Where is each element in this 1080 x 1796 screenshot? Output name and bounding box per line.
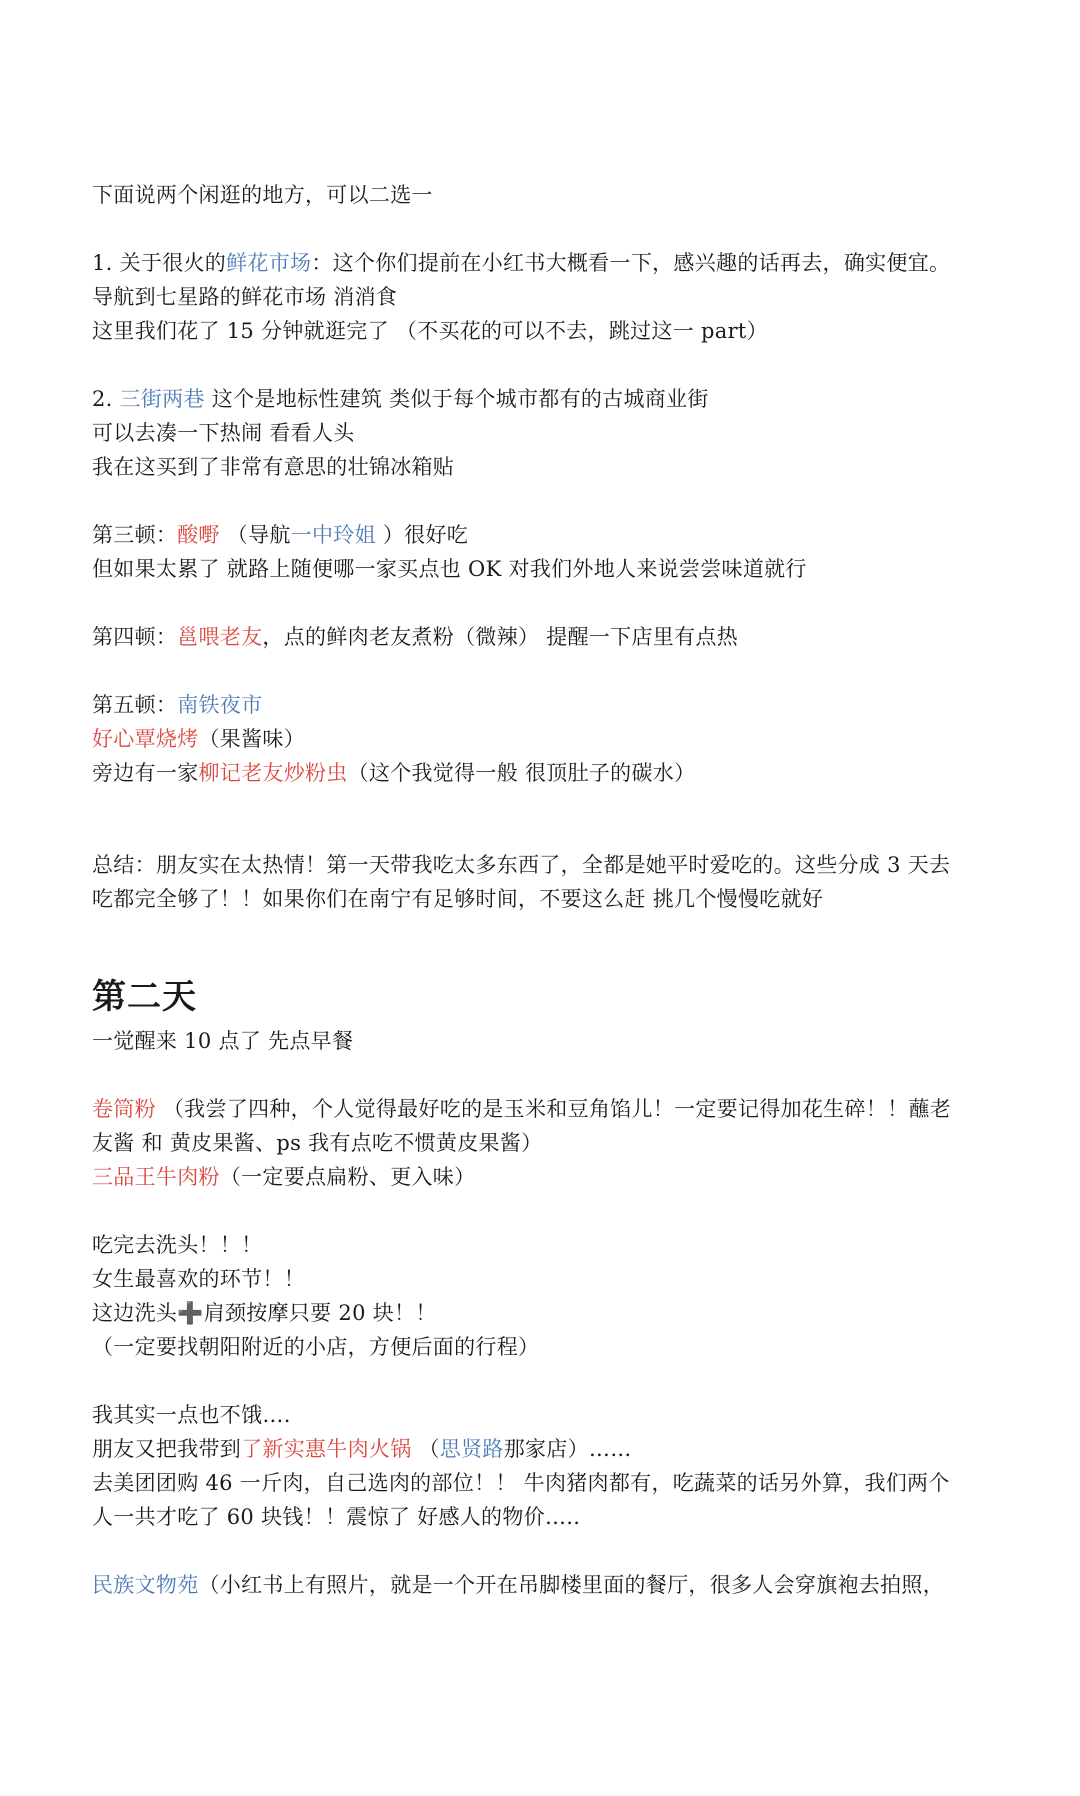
beef-noodle-line: 三品王牛肉粉（一定要点扁粉、更入味） [92, 1165, 476, 1189]
sanjie-liangxiang-link[interactable]: 三街两巷 [119, 387, 205, 411]
sanjie-liangxiang-line: 2. 三街两巷 这个是地标性建筑 类似于每个城市都有的古城商业街 [92, 387, 709, 411]
article-body [92, 178, 1002, 1602]
day-two-intro-line: 一觉醒来 10 点了 先点早餐 [92, 1029, 354, 1053]
sanpinwang-highlight: 三品王牛肉粉 [92, 1165, 220, 1189]
rice-roll-line: 卷筒粉 （我尝了四种，个人觉得最好吃的是玉米和豆角馅儿！一定要记得加花生碎！！蘸老 [92, 1097, 951, 1121]
sixian-road-link[interactable]: 思贤路 [439, 1437, 504, 1461]
haoxin-bbq-highlight: 好心覃烧烤 [92, 727, 199, 751]
third-meal-line: 第三顿：酸嘢 （导航一中玲姐 ）很好吃 [92, 523, 469, 547]
paragraph-intro: 下面说两个闲逛的地方，可以二选一 [92, 183, 433, 207]
suanye-highlight: 酸嘢 [177, 523, 220, 547]
flower-market-time-line: 这里我们花了 15 分钟就逛完了 （不买花的可以不去，跳过这一 part） [92, 319, 768, 343]
hair-wash-line-2: 女生最喜欢的环节！！ [92, 1267, 305, 1291]
summary-line-1: 总结：朋友实在太热情！第一天带我吃太多东西了，全都是她平时爱吃的。这些分成 3 天去 [92, 853, 951, 877]
summary-line-2: 吃都完全够了！！如果你们在南宁有足够时间，不要这么赶 挑几个慢慢吃就好 [92, 887, 824, 911]
fifth-meal-line: 第五顿：南铁夜市 [92, 693, 263, 717]
hair-wash-line-1: 吃完去洗头！！！ [92, 1233, 263, 1257]
flower-market-line: 1. 关于很火的鲜花市场：这个你们提前在小红书大概看一下，感兴趣的话再去，确实便宜。 [92, 251, 951, 275]
fried-noodle-line: 旁边有一家柳记老友炒粉虫（这个我觉得一般 很顶肚子的碳水） [92, 761, 696, 785]
hotpot-line-4: 人一共才吃了 60 块钱！！震惊了 好感人的物价….. [92, 1505, 581, 1529]
ethnic-museum-link[interactable]: 民族文物苑 [92, 1573, 199, 1597]
hotpot-line-2: 朋友又把我带到了新实惠牛肉火锅 （思贤路那家店）…… [92, 1437, 632, 1461]
liuji-noodle-highlight: 柳记老友炒粉虫 [198, 761, 348, 785]
yongwei-laoyou-highlight: 邕喂老友 [177, 625, 263, 649]
bbq-line: 好心覃烧烤（果酱味） [92, 727, 305, 751]
hotpot-line-3: 去美团团购 46 一斤肉，自己选肉的部位！！ 牛肉猪肉都有，吃蔬菜的话另外算，我们两个 [92, 1471, 950, 1495]
sanjie-crowd-line: 可以去凑一下热闹 看看人头 [92, 421, 355, 445]
flower-market-link[interactable]: 鲜花市场 [226, 251, 312, 275]
hotpot-highlight: 了新实惠牛肉火锅 [241, 1437, 412, 1461]
nantie-night-market-link[interactable]: 南铁夜市 [177, 693, 263, 717]
sanjie-magnet-line: 我在这买到了非常有意思的壮锦冰箱贴 [92, 455, 455, 479]
hair-wash-line-3: 这边洗头➕肩颈按摩只要 20 块！！ [92, 1301, 437, 1325]
hair-wash-line-4: （一定要找朝阳附近的小店，方便后面的行程） [92, 1335, 540, 1359]
fourth-meal-line: 第四顿：邕喂老友，点的鲜肉老友煮粉（微辣） 提醒一下店里有点热 [92, 625, 738, 649]
hotpot-line-1: 我其实一点也不饿…. [92, 1403, 291, 1427]
third-meal-note-line: 但如果太累了 就路上随便哪一家买点也 OK 对我们外地人来说尝尝味道就行 [92, 557, 807, 581]
ethnic-museum-line: 民族文物苑（小红书上有照片，就是一个开在吊脚楼里面的餐厅，很多人会穿旗袍去拍照， [92, 1573, 944, 1597]
juantongfen-highlight: 卷筒粉 [92, 1097, 156, 1121]
day-two-heading: 第二天 [92, 977, 197, 1017]
flower-market-nav-line: 导航到七星路的鲜花市场 消消食 [92, 285, 398, 309]
yizhong-lingjie-link[interactable]: 一中玲姐 [290, 523, 376, 547]
rice-roll-sauce-line: 友酱 和 黄皮果酱、ps 我有点吃不惯黄皮果酱） [92, 1131, 543, 1155]
